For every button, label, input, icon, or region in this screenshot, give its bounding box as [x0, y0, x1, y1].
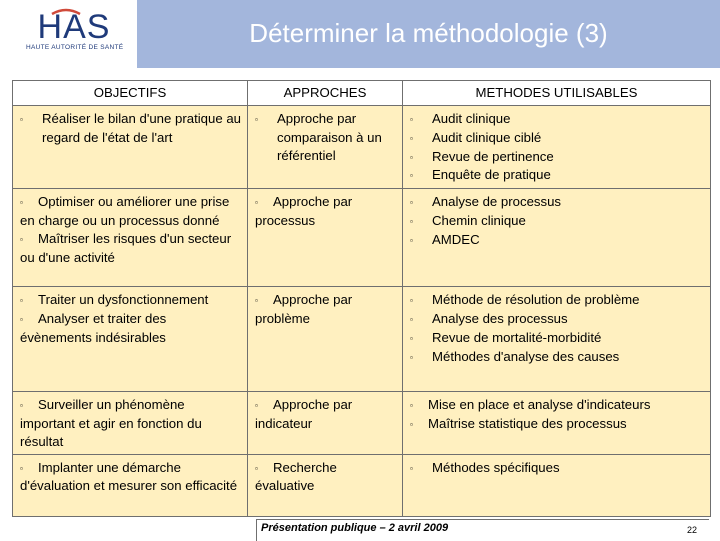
- header-approches: APPROCHES: [248, 81, 403, 106]
- cell-approches: [248, 454, 403, 516]
- square-bullet-icon: ▫: [410, 333, 413, 343]
- square-bullet-icon: ▫: [255, 198, 258, 208]
- square-bullet-icon: ▫: [410, 216, 413, 226]
- square-bullet-icon: ▫: [410, 133, 413, 143]
- table-header-row: [13, 81, 711, 106]
- list-item: ▫ Approche par indicateur: [255, 397, 353, 431]
- square-bullet-icon: ▫: [410, 296, 413, 306]
- cell-methodes: [403, 454, 711, 516]
- square-bullet-icon: ▫: [410, 235, 413, 245]
- cell-objectifs: [13, 392, 248, 454]
- square-bullet-icon: ▫: [255, 463, 258, 473]
- footer: [256, 519, 709, 541]
- table-row: [13, 287, 711, 392]
- list-item: ▫ Traiter un dysfonctionnement: [20, 291, 241, 310]
- list-item: ▫ Surveiller un phénomène important et agir en fonction du résultat: [20, 397, 202, 449]
- list-item: ▫ Optimiser ou améliorer une prise en charge ou un processus donné: [20, 194, 230, 228]
- square-bullet-icon: ▫: [20, 234, 23, 244]
- cell-objectifs: [13, 287, 248, 392]
- square-bullet-icon: ▫: [410, 352, 413, 362]
- cell-objectifs: [13, 454, 248, 516]
- square-bullet-icon: ▫: [410, 198, 413, 208]
- list-item: ▫ Méthodes d'analyse des causes: [410, 348, 704, 367]
- list-item: ▫ Analyse des processus: [410, 310, 704, 329]
- square-bullet-icon: ▫: [410, 419, 413, 429]
- footer-text: Présentation publique – 2 avril 2009: [261, 522, 449, 534]
- logo-letters: HAS: [37, 8, 111, 44]
- square-bullet-icon: ▫: [20, 198, 23, 208]
- list-item: ▫ Méthode de résolution de problème: [410, 291, 704, 310]
- methodology-table: [12, 80, 711, 517]
- list-item: ▫ Maîtrise statistique des processus: [410, 415, 704, 434]
- cell-methodes: [403, 287, 711, 392]
- cell-approches: [248, 392, 403, 454]
- square-bullet-icon: ▫: [410, 463, 413, 473]
- list-item: ▫ Approche par processus: [255, 194, 353, 228]
- square-bullet-icon: ▫: [20, 115, 23, 124]
- square-bullet-icon: ▫: [410, 152, 413, 162]
- square-bullet-icon: ▫: [410, 115, 413, 124]
- square-bullet-icon: ▫: [20, 314, 23, 324]
- list-item: ▫ Enquête de pratique: [410, 166, 704, 185]
- square-bullet-icon: ▫: [255, 401, 258, 411]
- square-bullet-icon: ▫: [410, 401, 413, 411]
- has-logo-icon: [34, 8, 114, 44]
- square-bullet-icon: ▫: [20, 463, 23, 473]
- list-item: ▫ Chemin clinique: [410, 212, 704, 231]
- table-row: [13, 106, 711, 189]
- list-item: ▫ Approche par problème: [255, 292, 353, 326]
- header-methodes: METHODES UTILISABLES: [403, 81, 711, 106]
- list-item: ▫ Implanter une démarche d'évaluation et mesurer son efficacité: [20, 459, 238, 494]
- list-item: ▫ Audit clinique ciblé: [410, 129, 704, 148]
- logo-subtitle: HAUTE AUTORITÉ DE SANTÉ: [26, 44, 124, 51]
- list-item: ▫ Analyse de processus: [410, 193, 704, 212]
- square-bullet-icon: ▫: [410, 314, 413, 324]
- square-bullet-icon: ▫: [255, 296, 258, 306]
- list-item: ▫ Approche par comparaison à un référentiel: [255, 111, 382, 163]
- table-row: [13, 392, 711, 454]
- list-item: ▫ Maîtriser les risques d'un secteur ou d'une activité: [20, 230, 232, 265]
- cell-methodes: [403, 106, 711, 189]
- list-item: ▫ Recherche évaluative: [255, 459, 337, 494]
- cell-methodes: [403, 189, 711, 287]
- list-item: ▫ Méthodes spécifiques: [410, 459, 704, 478]
- cell-approches: [248, 189, 403, 287]
- logo: [0, 0, 137, 68]
- list-item: ▫ Réaliser le bilan d'une pratique au regard de l'état de l'art: [20, 111, 241, 145]
- list-item: ▫ AMDEC: [410, 231, 704, 250]
- header-band: [0, 0, 720, 68]
- square-bullet-icon: ▫: [20, 401, 23, 411]
- square-bullet-icon: ▫: [255, 115, 258, 124]
- list-item: ▫ Revue de pertinence: [410, 148, 704, 167]
- square-bullet-icon: ▫: [410, 171, 413, 181]
- cell-objectifs: [13, 106, 248, 189]
- header-objectifs: OBJECTIFS: [13, 81, 248, 106]
- list-item: ▫ Analyser et traiter des évènements indésirables: [20, 310, 167, 345]
- cell-objectifs: [13, 189, 248, 287]
- cell-methodes: [403, 392, 711, 454]
- table-row: [13, 454, 711, 516]
- list-item: ▫ Mise en place et analyse d'indicateurs: [410, 396, 704, 415]
- page-number: 22: [686, 525, 697, 535]
- square-bullet-icon: ▫: [20, 296, 23, 306]
- cell-approches: [248, 106, 403, 189]
- cell-approches: [248, 287, 403, 392]
- slide-title: Déterminer la méthodologie (3): [249, 18, 608, 48]
- list-item: ▫ Audit clinique: [410, 110, 704, 129]
- table-row: [13, 189, 711, 287]
- list-item: ▫ Revue de mortalité-morbidité: [410, 329, 704, 348]
